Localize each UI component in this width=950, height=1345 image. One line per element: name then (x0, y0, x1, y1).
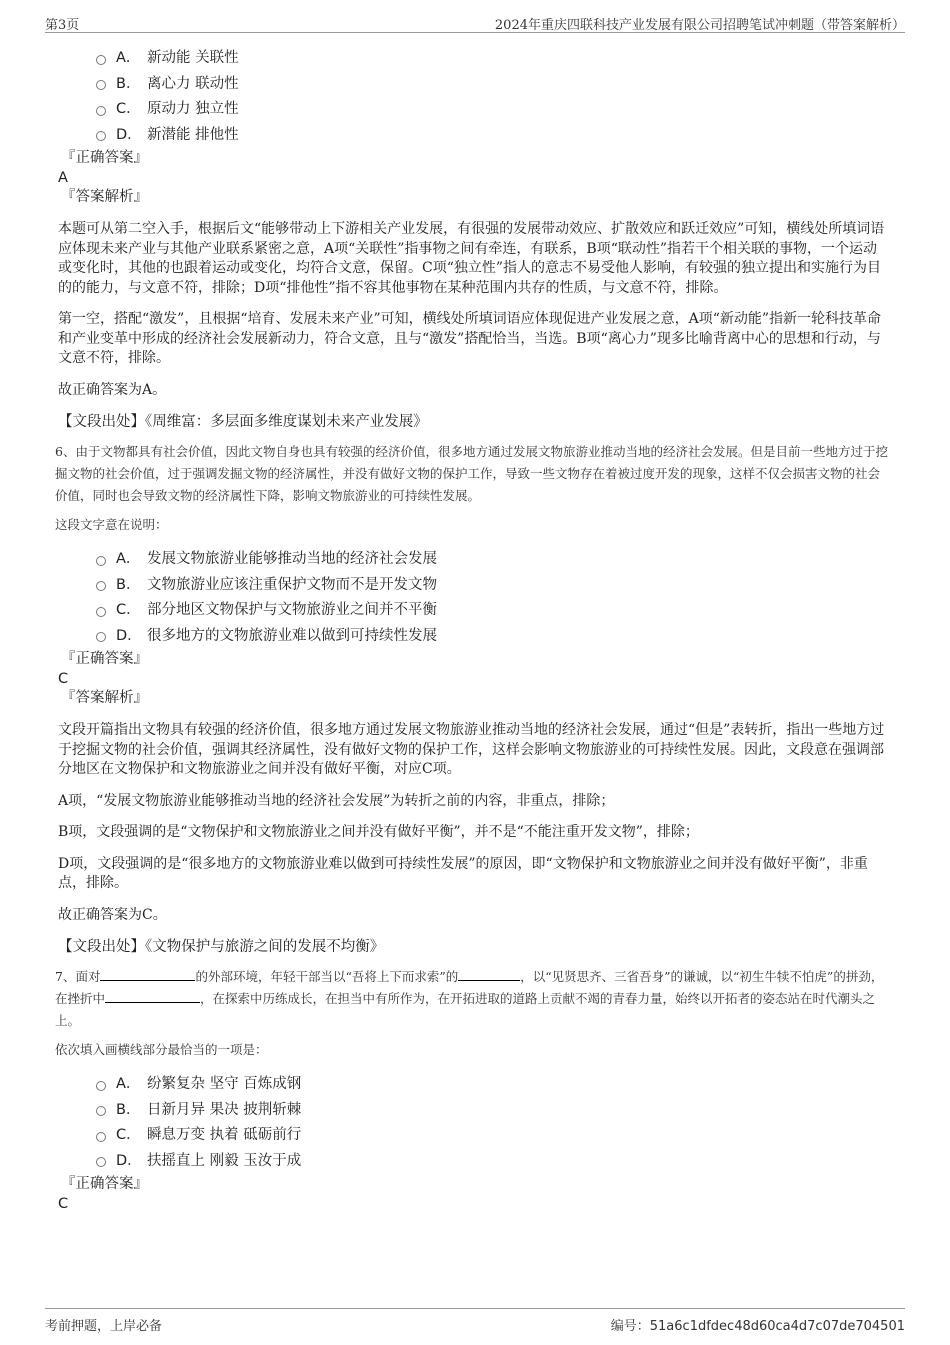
q7-option-d[interactable]: D． 扶摇直上 刚毅 玉汝于成 (96, 1147, 888, 1173)
blank-3[interactable] (105, 990, 200, 1003)
q6-answer-label: 『正确答案』 (61, 651, 148, 667)
q6-prompt: 这段文字意在说明： (55, 517, 168, 532)
q7-option-c[interactable]: C． 瞬息万变 执着 砥砺前行 (96, 1121, 888, 1147)
radio-icon[interactable] (96, 607, 106, 617)
page-header (45, 12, 905, 33)
q5-option-a[interactable]: A． 新动能 关联性 (96, 44, 888, 70)
q5-option-c[interactable]: C． 原动力 独立性 (96, 95, 888, 121)
q5-answer: A (58, 170, 68, 186)
radio-icon[interactable] (96, 581, 106, 591)
q6-options (96, 545, 888, 647)
q6-option-a[interactable]: A． 发展文物旅游业能够推动当地的经济社会发展 (96, 545, 888, 571)
radio-icon[interactable] (96, 131, 106, 141)
q7-answer: C (58, 1196, 69, 1212)
radio-icon[interactable] (96, 1081, 106, 1091)
q7-prompt: 依次填入画横线部分最恰当的一项是： (55, 1042, 268, 1057)
footer-slogan: 考前押题，上岸必备 (45, 1319, 163, 1334)
document-title: 2024年重庆四联科技产业发展有限公司招聘笔试冲刺题（带答案解析） (494, 18, 905, 33)
page-footer (45, 1308, 905, 1339)
q5-option-b[interactable]: B． 离心力 联动性 (96, 70, 888, 96)
radio-icon[interactable] (96, 106, 106, 116)
q5-analysis-paragraph: 本题可从第二空入手，根据后文“能够带动上下游相关产业发展，有很强的发展带动效应、扩散效应和跃迁效应”可知，横线处所填词语应体现未来产业与其他产业联系紧密之意，A项“关联性”指事物之间有牵连，有联系，B项“联动性”指若干个相关联的事物，一个运动或变化时，其他的也跟着运动或变化，均符合文意，保留。C项“独立性”指人的意志不易受他人影响，有较强的独立提出和实施行为目的的能力，与文意不符，排除；D项“排他性”指不容其他事物在某种范围内共存的性质，与文意不符，排除。 (58, 221, 885, 296)
radio-icon[interactable] (96, 80, 106, 90)
q5-option-d[interactable]: D． 新潜能 排他性 (96, 121, 888, 147)
radio-icon[interactable] (96, 556, 106, 566)
q6-option-b[interactable]: B． 文物旅游业应该注重保护文物而不是开发文物 (96, 571, 888, 597)
radio-icon[interactable] (96, 1157, 106, 1167)
q7-option-b[interactable]: B． 日新月异 果决 披荆斩棘 (96, 1096, 888, 1122)
q5-analysis-label: 『答案解析』 (61, 189, 148, 205)
radio-icon[interactable] (96, 1106, 106, 1116)
q5-answer-label: 『正确答案』 (61, 150, 148, 166)
q5-analysis-paragraph: 第一空，搭配“激发”，且根据“培育、发展未来产业”可知，横线处所填词语应体现促进产业发展之意，A项“新动能”指新一轮科技革命和产业变革中形成的经济社会发展新动力，符合文意，且与“激发”搭配恰当，当选。B项“离心力”现多比喻背离中心的思想和行动，与文意不符，排除。 (58, 311, 882, 366)
q6-option-d[interactable]: D． 很多地方的文物旅游业难以做到可持续性发展 (96, 622, 888, 648)
q6-analysis-label: 『答案解析』 (61, 690, 148, 706)
q6-analysis-paragraph: B项，文段强调的是“文物保护和文物旅游业之间并没有做好平衡”，并不是“不能注重开发文物”，排除； (58, 824, 699, 840)
q7-option-a[interactable]: A． 纷繁复杂 坚守 百炼成钢 (96, 1070, 888, 1096)
q5-analysis-conclusion: 故正确答案为A。 (58, 381, 167, 398)
blank-1[interactable] (100, 968, 195, 981)
radio-icon[interactable] (96, 1132, 106, 1142)
q7-stem: 7、面对 的外部环境，年轻干部当以“吾将上下而求索”的 ，以“见贤思齐、三省吾身”的谦诚，以“初生牛犊不怕虎”的拼劲，在挫折中 ，在探索中历练成长，在担当中有所作为，在开拓进取的道路上贡献不竭的青春力量，始终以开拓者的姿态站在时代潮头之上。 (55, 969, 884, 1028)
q6-analysis-paragraph: D项，文段强调的是“很多地方的文物旅游业难以做到可持续性发展”的原因，即“文物保护和文物旅游业之间并没有做好平衡”，非重点，排除。 (58, 855, 868, 891)
blank-2[interactable] (458, 968, 520, 981)
q7-answer-label: 『正确答案』 (61, 1176, 148, 1192)
q6-option-c[interactable]: C． 部分地区文物保护与文物旅游业之间并不平衡 (96, 596, 888, 622)
q6-analysis-paragraph: A项，“发展文物旅游业能够推动当地的经济社会发展”为转折之前的内容，非重点，排除； (58, 792, 615, 809)
q6-analysis-paragraph: 文段开篇指出文物具有较强的经济价值，很多地方通过发展文物旅游业推动当地的经济社会发展，通过“但是”表转折，指出一些地方过于挖掘文物的社会价值，强调其经济属性，没有做好文物的保护工作，这样会影响文物旅游业的可持续性发展。因此，文段意在强调部分地区在文物保护和文物旅游业之间并没有做好平衡，对应C项。 (58, 722, 885, 777)
radio-icon[interactable] (96, 632, 106, 642)
q6-source: 【文段出处】《文物保护与旅游之间的发展不均衡》 (58, 939, 385, 955)
radio-icon[interactable] (96, 55, 106, 65)
page-content (55, 44, 888, 1213)
q5-options (96, 44, 888, 146)
q6-analysis-conclusion: 故正确答案为C。 (58, 906, 167, 923)
page-number: 第3页 (45, 18, 80, 33)
q6-answer: C (58, 671, 69, 687)
q7-options (96, 1070, 888, 1172)
q6-stem: 6、由于文物都具有社会价值，因此文物自身也具有较强的经济价值，很多地方通过发展文物旅游业推动当地的经济社会发展。但是目前一些地方过于挖掘文物的社会价值，过于强调发掘文物的经济属性，并没有做好文物的保护工作，导致一些文物存在着被过度开发的现象，这样不仅会损害文物的社会价值，同时也会导致文物的经济属性下降，影响文物旅游业的可持续性发展。 (55, 444, 888, 503)
document-code: 编号：51a6c1dfdec48d60ca4d7c07de704501 (610, 1319, 905, 1334)
q5-source: 【文段出处】《周维富：多层面多维度谋划未来产业发展》 (58, 414, 428, 430)
